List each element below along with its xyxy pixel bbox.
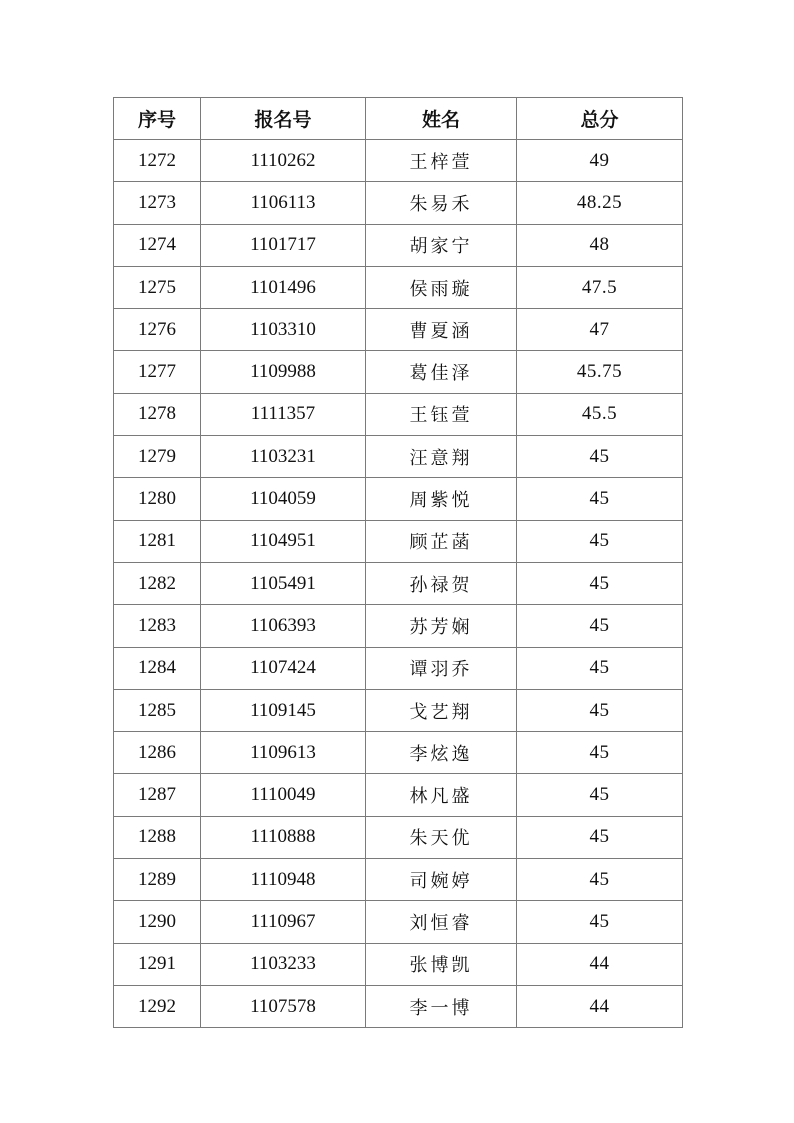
registration-no-cell: 1110967 (201, 901, 366, 943)
table-row (114, 732, 683, 774)
index-cell: 1280 (114, 478, 201, 520)
registration-no-cell: 1111357 (201, 393, 366, 435)
table-row (114, 309, 683, 351)
index-cell: 1282 (114, 562, 201, 604)
index-cell: 1274 (114, 224, 201, 266)
total-score-cell: 45 (517, 816, 683, 858)
total-score-cell: 45 (517, 901, 683, 943)
table-row (114, 140, 683, 182)
name-cell: 张博凯 (366, 943, 517, 985)
registration-no-cell: 1103231 (201, 436, 366, 478)
name-cell: 胡家宁 (366, 224, 517, 266)
table-row (114, 774, 683, 816)
header-registration-no: 报名号 (201, 98, 366, 140)
registration-no-cell: 1110888 (201, 816, 366, 858)
registration-no-cell: 1101496 (201, 266, 366, 308)
name-cell: 葛佳泽 (366, 351, 517, 393)
total-score-cell: 45 (517, 647, 683, 689)
registration-no-cell: 1109988 (201, 351, 366, 393)
table-row (114, 605, 683, 647)
table-row (114, 816, 683, 858)
name-cell: 孙禄贺 (366, 562, 517, 604)
table-body (114, 140, 683, 1028)
name-cell: 侯雨璇 (366, 266, 517, 308)
name-cell: 司婉婷 (366, 859, 517, 901)
name-cell: 朱易禾 (366, 182, 517, 224)
name-cell: 李一博 (366, 985, 517, 1027)
header-total-score: 总分 (517, 98, 683, 140)
index-cell: 1290 (114, 901, 201, 943)
name-cell: 王梓萱 (366, 140, 517, 182)
table-row (114, 901, 683, 943)
table-row (114, 562, 683, 604)
total-score-cell: 45 (517, 732, 683, 774)
index-cell: 1281 (114, 520, 201, 562)
name-cell: 谭羽乔 (366, 647, 517, 689)
total-score-cell: 45.5 (517, 393, 683, 435)
name-cell: 周紫悦 (366, 478, 517, 520)
table-row (114, 478, 683, 520)
total-score-cell: 45 (517, 689, 683, 731)
registration-no-cell: 1109613 (201, 732, 366, 774)
table-header-row (114, 98, 683, 140)
registration-no-cell: 1110262 (201, 140, 366, 182)
total-score-cell: 45 (517, 520, 683, 562)
index-cell: 1291 (114, 943, 201, 985)
table-row (114, 224, 683, 266)
name-cell: 汪意翔 (366, 436, 517, 478)
name-cell: 朱天优 (366, 816, 517, 858)
table-row (114, 943, 683, 985)
index-cell: 1283 (114, 605, 201, 647)
table-row (114, 351, 683, 393)
name-cell: 曹夏涵 (366, 309, 517, 351)
name-cell: 顾芷菡 (366, 520, 517, 562)
index-cell: 1289 (114, 859, 201, 901)
table-row (114, 647, 683, 689)
table-row (114, 985, 683, 1027)
index-cell: 1272 (114, 140, 201, 182)
total-score-cell: 45 (517, 478, 683, 520)
total-score-cell: 45.75 (517, 351, 683, 393)
registration-no-cell: 1103233 (201, 943, 366, 985)
table-row (114, 266, 683, 308)
name-cell: 李炫逸 (366, 732, 517, 774)
name-cell: 王钰萱 (366, 393, 517, 435)
registration-no-cell: 1107424 (201, 647, 366, 689)
index-cell: 1279 (114, 436, 201, 478)
total-score-cell: 45 (517, 605, 683, 647)
total-score-cell: 47.5 (517, 266, 683, 308)
name-cell: 戈艺翔 (366, 689, 517, 731)
registration-no-cell: 1104059 (201, 478, 366, 520)
name-cell: 刘恒睿 (366, 901, 517, 943)
total-score-cell: 48 (517, 224, 683, 266)
table-row (114, 393, 683, 435)
table-row (114, 520, 683, 562)
name-cell: 苏芳娴 (366, 605, 517, 647)
table-row (114, 436, 683, 478)
registration-no-cell: 1107578 (201, 985, 366, 1027)
total-score-cell: 44 (517, 943, 683, 985)
index-cell: 1273 (114, 182, 201, 224)
registration-no-cell: 1106113 (201, 182, 366, 224)
index-cell: 1276 (114, 309, 201, 351)
total-score-cell: 45 (517, 774, 683, 816)
score-table (113, 97, 683, 1028)
registration-no-cell: 1109145 (201, 689, 366, 731)
index-cell: 1292 (114, 985, 201, 1027)
total-score-cell: 44 (517, 985, 683, 1027)
index-cell: 1287 (114, 774, 201, 816)
registration-no-cell: 1101717 (201, 224, 366, 266)
header-index: 序号 (114, 98, 201, 140)
registration-no-cell: 1104951 (201, 520, 366, 562)
registration-no-cell: 1103310 (201, 309, 366, 351)
index-cell: 1288 (114, 816, 201, 858)
table-row (114, 689, 683, 731)
registration-no-cell: 1110049 (201, 774, 366, 816)
table-row (114, 182, 683, 224)
total-score-cell: 49 (517, 140, 683, 182)
index-cell: 1278 (114, 393, 201, 435)
table-row (114, 859, 683, 901)
total-score-cell: 45 (517, 562, 683, 604)
registration-no-cell: 1105491 (201, 562, 366, 604)
total-score-cell: 48.25 (517, 182, 683, 224)
total-score-cell: 47 (517, 309, 683, 351)
header-name: 姓名 (366, 98, 517, 140)
name-cell: 林凡盛 (366, 774, 517, 816)
index-cell: 1285 (114, 689, 201, 731)
index-cell: 1275 (114, 266, 201, 308)
registration-no-cell: 1110948 (201, 859, 366, 901)
index-cell: 1286 (114, 732, 201, 774)
total-score-cell: 45 (517, 859, 683, 901)
total-score-cell: 45 (517, 436, 683, 478)
registration-no-cell: 1106393 (201, 605, 366, 647)
index-cell: 1277 (114, 351, 201, 393)
index-cell: 1284 (114, 647, 201, 689)
